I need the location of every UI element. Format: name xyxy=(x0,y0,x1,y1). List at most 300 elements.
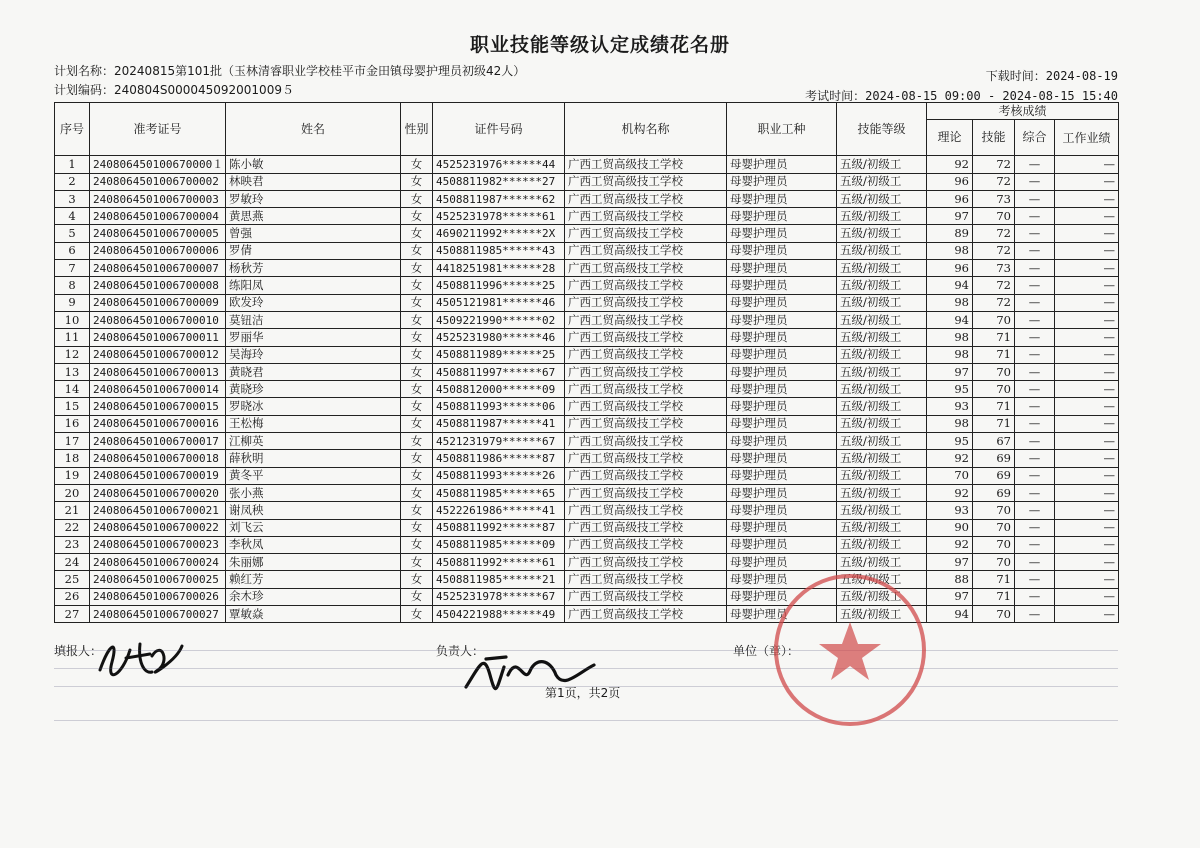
table-cell: 女 xyxy=(401,190,433,207)
table-cell: 2408064501006700012 xyxy=(90,346,226,363)
table-cell: 母婴护理员 xyxy=(727,208,837,225)
table-cell: 广西工贸高级技工学校 xyxy=(565,208,727,225)
table-cell: 母婴护理员 xyxy=(727,536,837,553)
table-cell: 4508811985******43 xyxy=(433,242,565,259)
table-cell: — xyxy=(1015,311,1055,328)
table-cell: 女 xyxy=(401,467,433,484)
table-cell: 李秋凤 xyxy=(226,536,401,553)
table-cell: 72 xyxy=(973,225,1015,242)
table-cell: 4525231980******46 xyxy=(433,329,565,346)
table-cell: — xyxy=(1055,484,1119,501)
table-cell: — xyxy=(1015,173,1055,190)
table-cell: 练阳凤 xyxy=(226,277,401,294)
table-cell: — xyxy=(1015,536,1055,553)
table-cell: 71 xyxy=(973,588,1015,605)
table-cell: 2408064501006700020 xyxy=(90,484,226,501)
table-cell: 23 xyxy=(55,536,90,553)
table-cell: 广西工贸高级技工学校 xyxy=(565,225,727,242)
table-row xyxy=(55,311,1119,328)
header-seq: 序号 xyxy=(55,103,90,156)
plan-code-label: 计划编码： xyxy=(54,83,115,97)
table-cell: 罗晓冰 xyxy=(226,398,401,415)
table-cell: 母婴护理员 xyxy=(727,398,837,415)
table-cell: 2408064501006700025 xyxy=(90,571,226,588)
table-cell: 4525231976******44 xyxy=(433,156,565,173)
table-cell: 70 xyxy=(973,208,1015,225)
table-cell: 母婴护理员 xyxy=(727,571,837,588)
table-cell: — xyxy=(1055,519,1119,536)
table-cell: 2408064501006700014 xyxy=(90,381,226,398)
table-cell: 15 xyxy=(55,398,90,415)
table-cell: — xyxy=(1055,571,1119,588)
table-cell: 69 xyxy=(973,484,1015,501)
table-cell: 4508811992******87 xyxy=(433,519,565,536)
table-cell: 女 xyxy=(401,588,433,605)
table-cell: — xyxy=(1015,208,1055,225)
table-cell: 16 xyxy=(55,415,90,432)
table-cell: 2408064501006700019 xyxy=(90,467,226,484)
official-stamp-seal xyxy=(770,570,930,730)
table-cell: 26 xyxy=(55,588,90,605)
table-cell: 母婴护理员 xyxy=(727,311,837,328)
table-cell: 4508811986******87 xyxy=(433,450,565,467)
plan-name xyxy=(54,62,525,79)
table-row xyxy=(55,225,1119,242)
table-cell: 黄晓珍 xyxy=(226,381,401,398)
table-cell: 9 xyxy=(55,294,90,311)
table-cell: 黄晓君 xyxy=(226,363,401,380)
table-cell: 2408064501006700013 xyxy=(90,363,226,380)
table-cell: 张小燕 xyxy=(226,484,401,501)
table-cell: 2408064501006700006 xyxy=(90,242,226,259)
table-row xyxy=(55,536,1119,553)
table-row xyxy=(55,173,1119,190)
table-cell: 2408064501006700003 xyxy=(90,190,226,207)
table-cell: — xyxy=(1055,606,1119,623)
table-cell: 93 xyxy=(927,398,973,415)
table-cell: 广西工贸高级技工学校 xyxy=(565,502,727,519)
table-cell: 70 xyxy=(927,467,973,484)
document-title: 职业技能等级认定成绩花名册 xyxy=(469,34,730,56)
table-cell: 73 xyxy=(973,260,1015,277)
table-cell: 2408064501006700018 xyxy=(90,450,226,467)
table-cell: — xyxy=(1015,606,1055,623)
table-row xyxy=(55,433,1119,450)
table-cell: 4508811985******21 xyxy=(433,571,565,588)
table-cell: 杨秋芳 xyxy=(226,260,401,277)
table-cell: 2408064501006700026 xyxy=(90,588,226,605)
table-cell: 五级/初级工 xyxy=(837,329,927,346)
table-cell: 余木珍 xyxy=(226,588,401,605)
table-cell: 陈小敏 xyxy=(226,156,401,173)
table-cell: — xyxy=(1055,329,1119,346)
table-cell: 21 xyxy=(55,502,90,519)
table-cell: 五级/初级工 xyxy=(837,346,927,363)
table-cell: 2408064501006700002 xyxy=(90,173,226,190)
header-org: 机构名称 xyxy=(565,103,727,156)
table-row xyxy=(55,363,1119,380)
table-cell: 2408064501006700007 xyxy=(90,260,226,277)
table-cell: 2408064501006700009 xyxy=(90,294,226,311)
table-cell: 95 xyxy=(927,381,973,398)
table-cell: 4508811992******61 xyxy=(433,554,565,571)
table-row xyxy=(55,260,1119,277)
table-cell: — xyxy=(1055,450,1119,467)
table-cell: 女 xyxy=(401,329,433,346)
table-cell: 24 xyxy=(55,554,90,571)
table-cell: 70 xyxy=(973,536,1015,553)
table-cell: 2 xyxy=(55,173,90,190)
table-row xyxy=(55,242,1119,259)
header-job: 职业工种 xyxy=(727,103,837,156)
table-cell: 女 xyxy=(401,381,433,398)
table-cell: 五级/初级工 xyxy=(837,519,927,536)
table-cell: 90 xyxy=(927,519,973,536)
table-cell: — xyxy=(1055,190,1119,207)
table-cell: 女 xyxy=(401,311,433,328)
table-cell: 98 xyxy=(927,242,973,259)
table-cell: 71 xyxy=(973,329,1015,346)
table-cell: — xyxy=(1055,398,1119,415)
table-cell: 6 xyxy=(55,242,90,259)
table-cell: 4509221990******02 xyxy=(433,311,565,328)
table-cell: — xyxy=(1055,156,1119,173)
table-cell: 98 xyxy=(927,346,973,363)
table-cell: 母婴护理员 xyxy=(727,173,837,190)
table-cell: 母婴护理员 xyxy=(727,294,837,311)
table-cell: — xyxy=(1015,225,1055,242)
table-cell: 母婴护理员 xyxy=(727,346,837,363)
table-cell: 薛秋明 xyxy=(226,450,401,467)
table-cell: 98 xyxy=(927,294,973,311)
table-cell: 广西工贸高级技工学校 xyxy=(565,536,727,553)
table-cell: 黄冬平 xyxy=(226,467,401,484)
table-cell: 五级/初级工 xyxy=(837,277,927,294)
table-cell: 母婴护理员 xyxy=(727,433,837,450)
table-cell: 4508811996******25 xyxy=(433,277,565,294)
table-cell: — xyxy=(1055,242,1119,259)
table-cell: 广西工贸高级技工学校 xyxy=(565,571,727,588)
table-row xyxy=(55,606,1119,623)
table-cell: 广西工贸高级技工学校 xyxy=(565,363,727,380)
table-cell: 女 xyxy=(401,415,433,432)
table-cell: 72 xyxy=(973,173,1015,190)
table-cell: 广西工贸高级技工学校 xyxy=(565,450,727,467)
table-cell: 88 xyxy=(927,571,973,588)
table-row xyxy=(55,329,1119,346)
plan-code-value: 240804S000045092001009５ xyxy=(114,83,294,97)
table-cell: 罗丽华 xyxy=(226,329,401,346)
table-cell: 女 xyxy=(401,433,433,450)
table-row xyxy=(55,294,1119,311)
table-row xyxy=(55,588,1119,605)
table-cell: 27 xyxy=(55,606,90,623)
table-cell: 母婴护理员 xyxy=(727,277,837,294)
table-cell: 25 xyxy=(55,571,90,588)
table-cell: 母婴护理员 xyxy=(727,502,837,519)
table-cell: — xyxy=(1055,433,1119,450)
table-cell: 女 xyxy=(401,346,433,363)
table-cell: — xyxy=(1055,588,1119,605)
table-cell: 67 xyxy=(973,433,1015,450)
table-cell: — xyxy=(1015,450,1055,467)
table-cell: 2408064501006700005 xyxy=(90,225,226,242)
table-cell: 五级/初级工 xyxy=(837,208,927,225)
table-cell: 4508811997******67 xyxy=(433,363,565,380)
table-cell: 五级/初级工 xyxy=(837,502,927,519)
table-cell: 广西工贸高级技工学校 xyxy=(565,554,727,571)
table-cell: 70 xyxy=(973,363,1015,380)
table-cell: 欧发玲 xyxy=(226,294,401,311)
table-cell: 五级/初级工 xyxy=(837,363,927,380)
table-cell: 王松梅 xyxy=(226,415,401,432)
table-cell: 母婴护理员 xyxy=(727,450,837,467)
table-cell: 98 xyxy=(927,415,973,432)
table-cell: — xyxy=(1015,346,1055,363)
table-cell: 女 xyxy=(401,554,433,571)
table-cell: 林映君 xyxy=(226,173,401,190)
exam-time-label: 考试时间： xyxy=(805,89,866,103)
table-cell: 广西工贸高级技工学校 xyxy=(565,346,727,363)
table-cell: 92 xyxy=(927,484,973,501)
table-cell: 女 xyxy=(401,571,433,588)
table-cell: 73 xyxy=(973,190,1015,207)
table-cell: — xyxy=(1015,554,1055,571)
table-cell: 母婴护理员 xyxy=(727,484,837,501)
table-cell: 70 xyxy=(973,381,1015,398)
table-cell: 广西工贸高级技工学校 xyxy=(565,294,727,311)
table-cell: 五级/初级工 xyxy=(837,606,927,623)
table-cell: 2408064501006700008 xyxy=(90,277,226,294)
table-row xyxy=(55,502,1119,519)
table-cell: 2408064501006700022 xyxy=(90,519,226,536)
table-row xyxy=(55,208,1119,225)
table-cell: 广西工贸高级技工学校 xyxy=(565,588,727,605)
table-cell: 4505121981******46 xyxy=(433,294,565,311)
table-row xyxy=(55,381,1119,398)
table-cell: 97 xyxy=(927,588,973,605)
table-cell: 4690211992******2X xyxy=(433,225,565,242)
table-cell: 五级/初级工 xyxy=(837,260,927,277)
table-row xyxy=(55,467,1119,484)
table-cell: 莫钮洁 xyxy=(226,311,401,328)
table-cell: 广西工贸高级技工学校 xyxy=(565,433,727,450)
table-cell: 72 xyxy=(973,294,1015,311)
table-cell: 4508811985******09 xyxy=(433,536,565,553)
download-time-label: 下载时间： xyxy=(985,69,1046,83)
table-cell: 女 xyxy=(401,363,433,380)
table-cell: 89 xyxy=(927,225,973,242)
table-cell: — xyxy=(1015,571,1055,588)
table-cell: — xyxy=(1015,467,1055,484)
table-cell: 12 xyxy=(55,346,90,363)
table-cell: 4508811982******27 xyxy=(433,173,565,190)
table-cell: 五级/初级工 xyxy=(837,398,927,415)
table-cell: 4522261986******41 xyxy=(433,502,565,519)
table-cell: 母婴护理员 xyxy=(727,467,837,484)
header-ticket: 准考证号 xyxy=(90,103,226,156)
table-cell: — xyxy=(1015,242,1055,259)
table-cell: 4508811989******25 xyxy=(433,346,565,363)
table-cell: 72 xyxy=(973,277,1015,294)
table-cell: — xyxy=(1055,208,1119,225)
table-cell: 22 xyxy=(55,519,90,536)
table-cell: 五级/初级工 xyxy=(837,433,927,450)
table-cell: 13 xyxy=(55,363,90,380)
table-cell: — xyxy=(1015,329,1055,346)
table-cell: 女 xyxy=(401,173,433,190)
table-cell: 五级/初级工 xyxy=(837,536,927,553)
table-cell: 五级/初级工 xyxy=(837,588,927,605)
filler-signature xyxy=(92,632,187,682)
table-cell: 广西工贸高级技工学校 xyxy=(565,519,727,536)
table-cell: 母婴护理员 xyxy=(727,554,837,571)
table-cell: 女 xyxy=(401,277,433,294)
table-cell: — xyxy=(1015,277,1055,294)
table-cell: — xyxy=(1015,519,1055,536)
table-cell: 江柳英 xyxy=(226,433,401,450)
table-cell: — xyxy=(1015,294,1055,311)
table-cell: — xyxy=(1015,502,1055,519)
table-cell: — xyxy=(1015,156,1055,173)
table-cell: — xyxy=(1015,588,1055,605)
table-cell: — xyxy=(1055,536,1119,553)
table-cell: 10 xyxy=(55,311,90,328)
table-cell: 女 xyxy=(401,450,433,467)
table-cell: — xyxy=(1055,363,1119,380)
table-cell: — xyxy=(1055,346,1119,363)
table-cell: 72 xyxy=(973,242,1015,259)
table-cell: 广西工贸高级技工学校 xyxy=(565,381,727,398)
responsible-signature xyxy=(460,645,600,700)
table-cell: 女 xyxy=(401,398,433,415)
table-cell: 94 xyxy=(927,606,973,623)
table-row xyxy=(55,346,1119,363)
table-cell: 4 xyxy=(55,208,90,225)
table-cell: 2408064501006700004 xyxy=(90,208,226,225)
table-cell: 2408064501006700016 xyxy=(90,415,226,432)
table-cell: 95 xyxy=(927,433,973,450)
table-cell: 92 xyxy=(927,156,973,173)
header-name: 姓名 xyxy=(226,103,401,156)
table-cell: 吴海玲 xyxy=(226,346,401,363)
table-cell: 五级/初级工 xyxy=(837,484,927,501)
table-cell: 赖红芳 xyxy=(226,571,401,588)
table-cell: — xyxy=(1055,415,1119,432)
table-cell: 7 xyxy=(55,260,90,277)
table-cell: — xyxy=(1055,294,1119,311)
table-cell: 4508812000******09 xyxy=(433,381,565,398)
plan-code xyxy=(54,81,294,98)
header-skill: 技能 xyxy=(973,120,1015,156)
header-theory: 理论 xyxy=(927,120,973,156)
table-cell: — xyxy=(1055,554,1119,571)
table-cell: 4508811993******26 xyxy=(433,467,565,484)
table-cell: 朱丽娜 xyxy=(226,554,401,571)
header-level: 技能等级 xyxy=(837,103,927,156)
table-cell: 五级/初级工 xyxy=(837,381,927,398)
table-cell: 4508811993******06 xyxy=(433,398,565,415)
table-row xyxy=(55,156,1119,173)
table-cell: 女 xyxy=(401,519,433,536)
table-cell: 8 xyxy=(55,277,90,294)
table-cell: — xyxy=(1055,260,1119,277)
table-cell: 黄思燕 xyxy=(226,208,401,225)
table-cell: — xyxy=(1015,363,1055,380)
table-cell: 5 xyxy=(55,225,90,242)
responsible-label: 负责人： xyxy=(436,644,485,658)
table-cell: — xyxy=(1055,277,1119,294)
table-cell: 96 xyxy=(927,190,973,207)
table-cell: 2408064501006700021 xyxy=(90,502,226,519)
table-cell: 母婴护理员 xyxy=(727,329,837,346)
table-cell: 广西工贸高级技工学校 xyxy=(565,467,727,484)
table-cell: — xyxy=(1015,260,1055,277)
table-cell: 五级/初级工 xyxy=(837,173,927,190)
table-cell: 94 xyxy=(927,277,973,294)
table-cell: 2408064501006700011 xyxy=(90,329,226,346)
table-cell: 2408064501006700027 xyxy=(90,606,226,623)
table-cell: 五级/初级工 xyxy=(837,294,927,311)
table-cell: 71 xyxy=(973,571,1015,588)
table-cell: 17 xyxy=(55,433,90,450)
table-cell: 97 xyxy=(927,363,973,380)
table-cell: 曾强 xyxy=(226,225,401,242)
table-row xyxy=(55,398,1119,415)
table-cell: 母婴护理员 xyxy=(727,225,837,242)
table-cell: 母婴护理员 xyxy=(727,363,837,380)
table-row xyxy=(55,277,1119,294)
table-cell: 4525231978******61 xyxy=(433,208,565,225)
table-cell: 71 xyxy=(973,346,1015,363)
table-cell: 3 xyxy=(55,190,90,207)
table-row xyxy=(55,450,1119,467)
table-cell: 70 xyxy=(973,554,1015,571)
table-cell: 五级/初级工 xyxy=(837,156,927,173)
table-cell: 母婴护理员 xyxy=(727,519,837,536)
table-cell: — xyxy=(1055,311,1119,328)
table-cell: 广西工贸高级技工学校 xyxy=(565,329,727,346)
table-cell: 2408064501006700015 xyxy=(90,398,226,415)
table-cell: 女 xyxy=(401,294,433,311)
plan-name-value: 20240815第101批（玉林清睿职业学校桂平市金田镇母婴护理员初级42人） xyxy=(114,64,526,78)
table-cell: 20 xyxy=(55,484,90,501)
table-cell: 女 xyxy=(401,502,433,519)
page-info: 第1页，共2页 xyxy=(545,686,621,700)
table-cell: 罗敏玲 xyxy=(226,190,401,207)
table-cell: 2408064501006700023 xyxy=(90,536,226,553)
table-cell: 母婴护理员 xyxy=(727,381,837,398)
table-cell: 69 xyxy=(973,450,1015,467)
table-cell: 4508811987******41 xyxy=(433,415,565,432)
table-cell: 女 xyxy=(401,536,433,553)
table-cell: 母婴护理员 xyxy=(727,606,837,623)
table-cell: 1 xyxy=(55,156,90,173)
filler-label: 填报人： xyxy=(54,644,103,658)
table-cell: — xyxy=(1055,467,1119,484)
table-cell: 2408064501006700010 xyxy=(90,311,226,328)
table-cell: — xyxy=(1015,484,1055,501)
table-cell: 4508811985******65 xyxy=(433,484,565,501)
table-cell: 2408064501006700017 xyxy=(90,433,226,450)
table-cell: 广西工贸高级技工学校 xyxy=(565,156,727,173)
table-cell: 11 xyxy=(55,329,90,346)
header-scores: 考核成绩 xyxy=(927,103,1119,120)
table-cell: 广西工贸高级技工学校 xyxy=(565,484,727,501)
table-cell: 母婴护理员 xyxy=(727,415,837,432)
table-cell: 71 xyxy=(973,415,1015,432)
table-cell: 92 xyxy=(927,536,973,553)
